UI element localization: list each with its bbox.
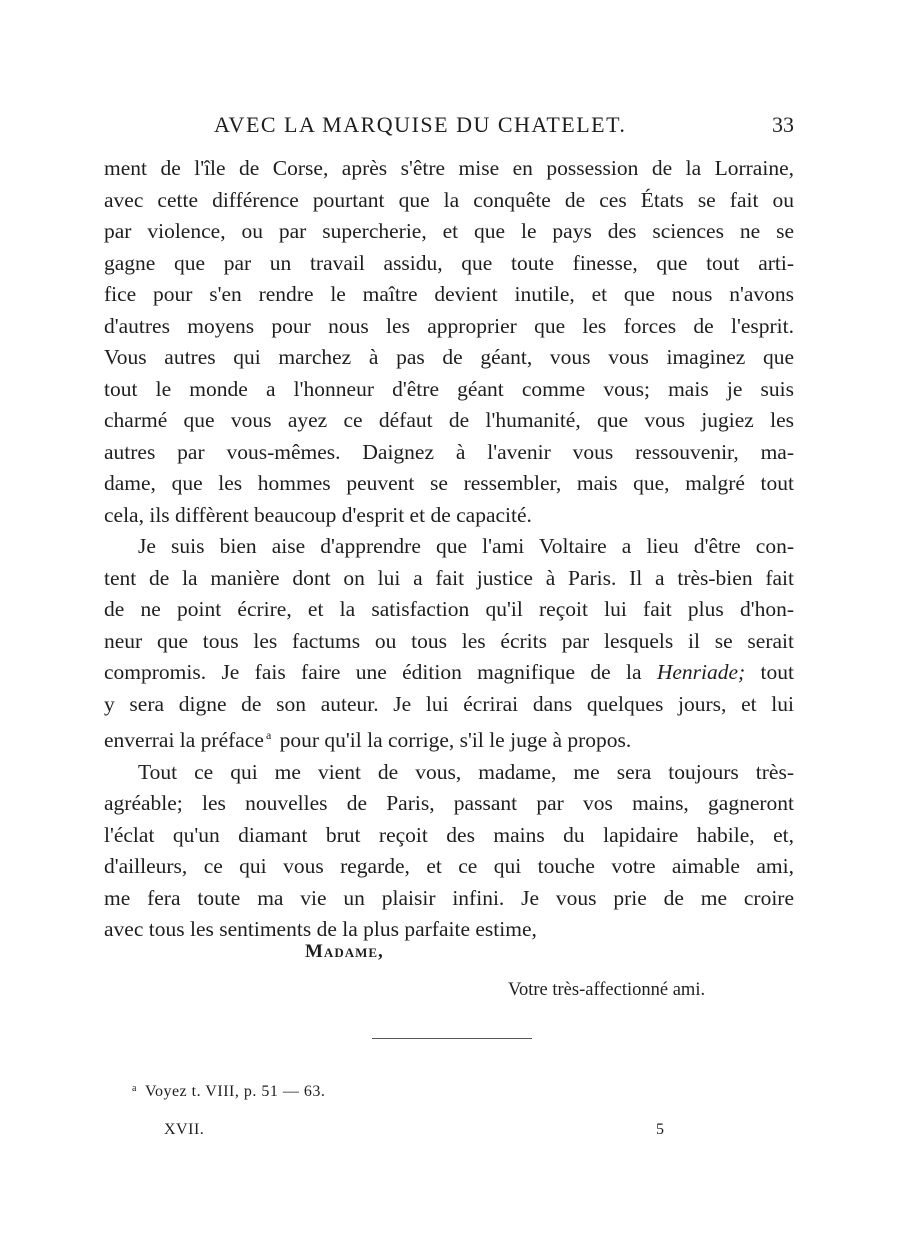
- book-title-henriade: Henriade;: [656, 660, 746, 684]
- text-line: d'ailleurs, ce qui vous regarde, et ce qui touche votre aimable ami,: [104, 854, 794, 878]
- text-line: charmé que vous ayez ce défaut de l'humanité, que vous jugiez les: [104, 408, 794, 432]
- text-line: Vous autres qui marchez à pas de géant, vous vous imaginez que: [104, 345, 794, 369]
- paragraph-1: [104, 153, 794, 531]
- text-line: ment de l'île de Corse, après s'être mise en possession de la Lorraine,: [104, 156, 794, 180]
- text-line: y sera digne de son auteur. Je lui écrirai dans quelques jours, et lui: [104, 691, 794, 716]
- text-line: agréable; les nouvelles de Paris, passant par vos mains, gagneront: [104, 791, 794, 815]
- paragraph-3: [104, 757, 794, 946]
- running-title: AVEC LA MARQUISE DU CHATELET.: [214, 112, 627, 137]
- text-line: tout le monde a l'honneur d'être géant comme vous; mais je suis: [104, 376, 794, 401]
- footnote-marker: a: [132, 1083, 137, 1094]
- text-line: me fera toute ma vie un plaisir infini. Je vous prie de me croire: [104, 885, 794, 910]
- footnote-divider: [372, 1038, 532, 1039]
- page-number: 33: [772, 112, 794, 137]
- text-run: tout: [745, 660, 794, 684]
- text-line: gagne que par un travail assidu, que toute finesse, que tout arti-: [104, 250, 794, 275]
- text-line: Tout ce qui me vient de vous, madame, me sera toujours très-: [138, 759, 794, 784]
- text-line: avec cette différence pourtant que la conquête de ces États se fait ou: [104, 187, 794, 212]
- footnote-text: Voyez t. VIII, p. 51 — 63.: [144, 1083, 326, 1100]
- paragraph-2: [104, 531, 794, 757]
- text-line: [104, 657, 794, 689]
- text-line: [104, 720, 794, 757]
- text-line: de ne point écrire, et la satisfaction qu'il reçoit lui fait plus d'hon-: [104, 597, 794, 621]
- text-line: neur que tous les factums ou tous les écrits par lesquels il se serait: [104, 628, 794, 653]
- text-run: compromis. Je fais faire une édition magnifique de la: [104, 660, 657, 684]
- text-line: avec tous les sentiments de la plus parfaite estime,: [104, 917, 537, 941]
- text-line: fice pour s'en rendre le maître devient inutile, et que nous n'avons: [104, 282, 794, 306]
- text-line: cela, ils diffèrent beaucoup d'esprit et de capacité.: [104, 502, 532, 527]
- signature: Votre très-affectionné ami.: [508, 980, 706, 1000]
- salutation: Madame,: [305, 941, 384, 962]
- text-line: tent de la manière dont on lui a fait justice à Paris. Il a très-bien fait: [104, 565, 794, 590]
- footnote-reference: a: [265, 728, 272, 742]
- text-line: l'éclat qu'un diamant brut reçoit des mains du lapidaire habile, et,: [104, 822, 794, 847]
- footnote: [132, 1083, 325, 1101]
- running-head: [104, 112, 794, 142]
- text-line: par violence, ou par supercherie, et que le pays des sciences ne se: [104, 219, 794, 243]
- letter-body: [104, 153, 794, 946]
- text-line: dame, que les hommes peuvent se ressembler, mais que, malgré tout: [104, 471, 794, 495]
- signature-mark: XVII.: [164, 1121, 205, 1138]
- text-run: pour qu'il la corrige, s'il le juge à propos.: [274, 728, 632, 752]
- sheet-number: 5: [656, 1121, 664, 1138]
- text-line: autres par vous-mêmes. Daignez à l'avenir vous ressouvenir, ma-: [104, 439, 794, 464]
- text-line: Je suis bien aise d'apprendre que l'ami Voltaire a lieu d'être con-: [138, 534, 794, 558]
- text-line: d'autres moyens pour nous les approprier que les forces de l'esprit.: [104, 313, 794, 338]
- text-run: enverrai la préface: [104, 728, 264, 752]
